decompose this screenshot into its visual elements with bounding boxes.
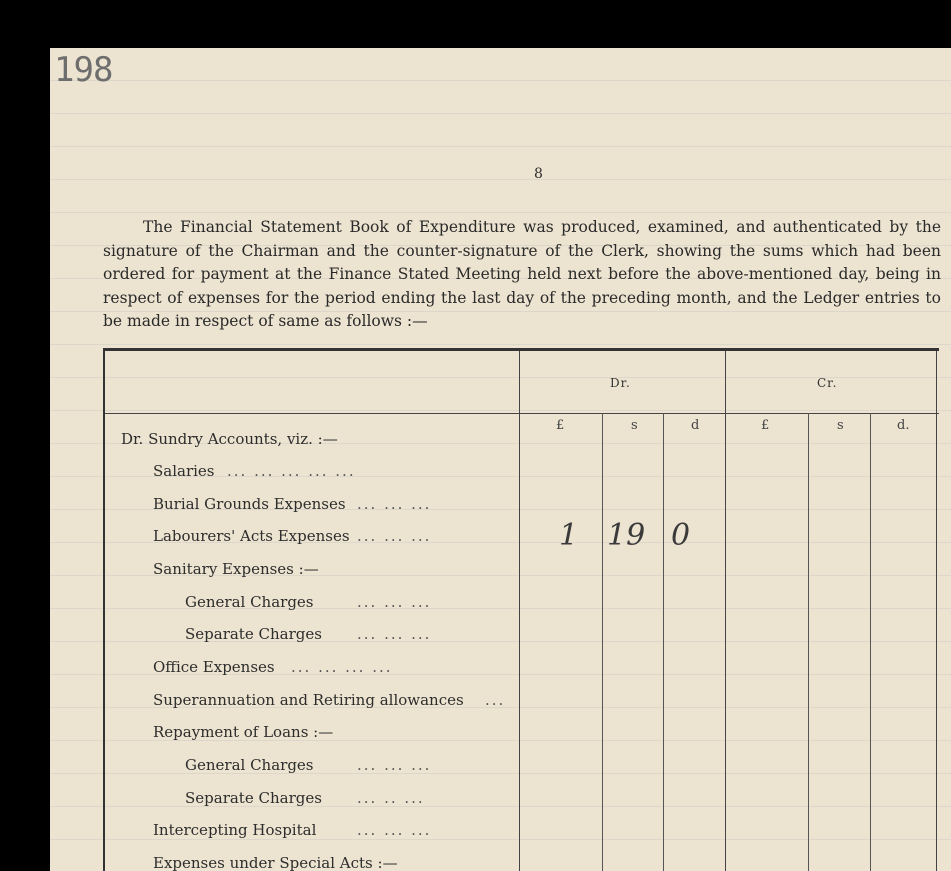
dr-cr-divider — [725, 351, 726, 871]
ledger-row: Labourers' Acts Expenses ... ... ... — [153, 527, 432, 545]
dr-pounds-shillings-divider — [602, 413, 603, 871]
ledger-row: General Charges ... ... ... — [185, 593, 432, 611]
folio-stamp: 198 — [54, 50, 113, 90]
ledger-row: Burial Grounds Expenses ... ... ... — [153, 495, 432, 513]
cr-pence-unit: d. — [897, 418, 910, 433]
dr-pounds-unit: £ — [556, 418, 565, 433]
ledger-row: Dr. Sundry Accounts, viz. :— — [121, 430, 338, 448]
handwritten-pounds: 1 — [559, 518, 579, 553]
cr-shillings-unit: s — [837, 418, 844, 433]
cr-header: Cr. — [817, 376, 838, 390]
ledger-row: Sanitary Expenses :— — [153, 560, 319, 578]
ledger-row: Separate Charges ... .. ... — [185, 789, 425, 807]
ledger-row: Intercepting Hospital ... ... ... — [153, 821, 432, 839]
ledger-page — [50, 48, 951, 871]
dr-header: Dr. — [610, 376, 631, 390]
right-border — [936, 351, 937, 871]
ledger-row: Separate Charges ... ... ... — [185, 625, 432, 643]
dr-shillings-unit: s — [631, 418, 638, 433]
ledger-table — [103, 348, 939, 871]
handwritten-shillings: 19 — [607, 518, 646, 553]
ledger-row: Expenses under Special Acts :— — [153, 854, 398, 871]
ledger-row: Salaries ... ... ... ... ... — [153, 462, 356, 480]
cr-pounds-unit: £ — [761, 418, 770, 433]
dr-shillings-pence-divider — [663, 413, 664, 871]
ledger-row: Superannuation and Retiring allowances ... — [153, 691, 506, 709]
intro-paragraph: The Financial Statement Book of Expenditure was produced, examined, and authenticated by the signature of the Chairman and the counter-signature of the Clerk, showing the sums which had been ordered for payment at the Finance Stated Meeting held next before the above-mentioned day, being in respect of expenses for the period ending the last day of the preceding month, and the Ledger entries to be made in respect of same as follows :— — [103, 218, 941, 330]
ledger-row: General Charges ... ... ... — [185, 756, 432, 774]
dr-pence-unit: d — [691, 418, 700, 433]
label-column-divider — [519, 351, 520, 871]
header-divider — [105, 413, 939, 414]
cr-shillings-pence-divider — [870, 413, 871, 871]
handwritten-pence: 0 — [671, 518, 691, 553]
cr-pounds-shillings-divider — [808, 413, 809, 871]
ledger-row: Repayment of Loans :— — [153, 723, 334, 741]
ledger-row: Office Expenses ... ... ... ... — [153, 658, 393, 676]
page-number: 8 — [534, 166, 543, 182]
